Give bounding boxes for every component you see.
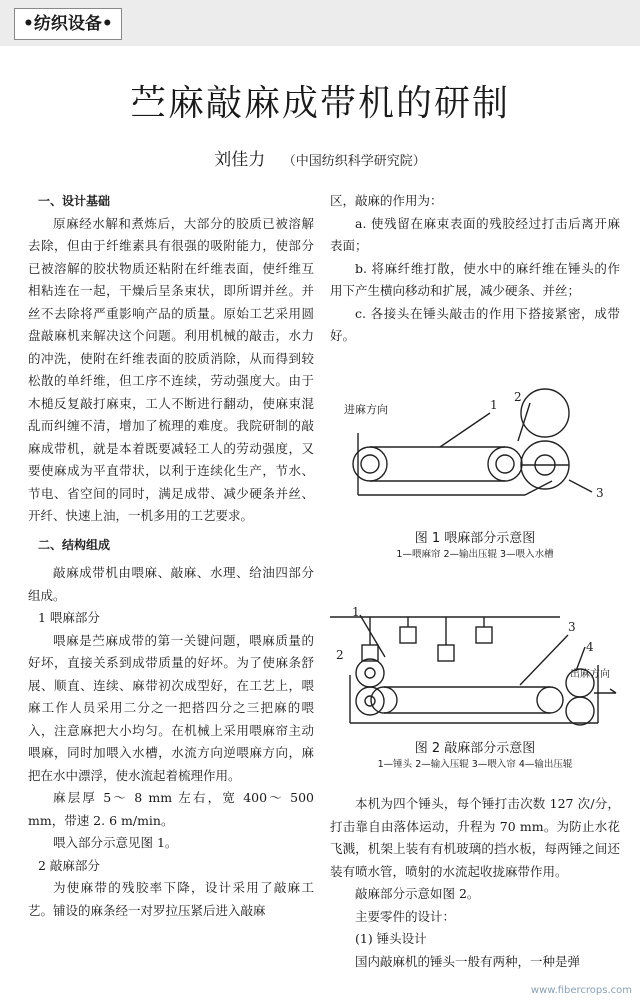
article-title: 苎麻敲麻成带机的研制 — [129, 83, 510, 124]
fig2-label-1: 1 — [352, 605, 360, 619]
fig2-label-2: 2 — [336, 648, 344, 662]
paragraph: 国内敲麻机的锤头一般有两种，一种是弹 — [355, 953, 581, 969]
paragraph: 喂入部分示意见图 1。 — [53, 835, 178, 850]
fig1-label-1: 1 — [490, 398, 498, 412]
subheading-feeding: 1 喂麻部分 — [38, 610, 100, 625]
output-direction-label: 出麻方向 — [570, 669, 610, 680]
fig1-label-2: 2 — [514, 390, 522, 404]
figure-2-diagram — [330, 605, 620, 735]
list-item-c: c. 各接头在锤头敲击的作用下搭接紧密，成带好。 — [330, 305, 620, 343]
figure-2 — [330, 605, 620, 770]
author-line — [0, 145, 640, 170]
figure-2-legend: 1—锤头 2—输入压辊 3—喂入帘 4—输出压辊 — [377, 759, 573, 770]
figure-1-legend: 1—喂麻帘 2—输出压辊 3—喂入水槽 — [396, 549, 554, 560]
left-column — [28, 190, 314, 922]
heading-structure: 二、结构组成 — [38, 537, 111, 552]
fig2-label-3: 3 — [568, 620, 576, 634]
paragraph: (1) 锤头设计 — [355, 931, 427, 946]
paragraph: 为使麻带的残胶率下降，设计采用了敲麻工艺。铺设的麻条经一对罗拉压紧后进入敲麻 — [28, 880, 314, 918]
fig1-label-3: 3 — [596, 486, 604, 500]
paragraph: 敲麻成带机由喂麻、敲麻、水理、给油四部分组成。 — [28, 565, 314, 603]
heading-design-basis: 一、设计基础 — [38, 194, 111, 208]
paragraph: 本机为四个锤头，每个锤打击次数 127 次/分，打击靠自由落体运动，升程为 70 mm。为防止水花飞溅，机架上装有有机玻璃的挡水板，每两锤之间还装有喷水管，喷射的水流起收拢麻带作用。 — [330, 796, 620, 879]
figure-1-diagram — [330, 385, 620, 525]
subheading-beating: 2 敲麻部分 — [38, 857, 100, 873]
list-item-b: b. 将麻纤维打散，使水中的麻纤维在锤头的作用下产生横向移动和扩展，减少硬条、并丝； — [330, 260, 620, 298]
paragraph: 原麻经水解和煮炼后，大部分的胶质已被溶解去除，但由于纤维素具有很强的吸附能力，使部分已被溶解的胶状物质还粘附在纤维表面，使纤维互相粘连在一起，干燥后呈条束状，即所谓并丝。并丝不去除将严重影响产品的质量。原始工艺采用圆盘敲麻机来解决这个问题。利用机械的敲击，水力的冲洗，使附在纤维表面的胶质消除，从而得到较松散的单纤维，但工序不连续，劳动强度大。由于木槌反复敲打麻束，工人不断进行翻动，使麻束混乱而纠缠不清，增加了梳理的难度。我院研制的敲麻成带机，就是本着既要减轻工人的劳动强度，又要使麻成为平直带状，以利于连续化生产，节水、节电、省空间的同时，满足成带、减少硬条并丝、开纤、快速上油，一机多用的工艺要求。 — [28, 215, 314, 523]
paragraph: 敲麻部分示意如图 2。 — [355, 886, 480, 901]
feed-direction-label: 进麻方向 — [344, 403, 388, 416]
list-item-a: a. 使残留在麻束表面的残胶经过打击后离开麻表面； — [330, 215, 620, 253]
section-tag: •纺织设备• — [14, 8, 122, 40]
paragraph: 主要零件的设计： — [355, 908, 456, 924]
figure-1 — [330, 385, 620, 560]
watermark: www.fibercrops.com — [530, 985, 632, 996]
paragraph: 喂麻是苎麻成带的第一关键问题，喂麻质量的好坏，直接关系到成带质量的好坏。为了使麻条舒展、顺直、连续、麻带初次成型好，在工艺上，喂麻工作人员采用二分之一把搭四分之三把麻的喂入，注意麻把大小均匀。在机械上采用喂麻帘主动喂麻，同时加喂入水槽，水流方向逆喂麻方向，麻把在水中漂浮，使水流起着梳理作用。 — [28, 632, 314, 783]
right-column-top — [330, 190, 620, 348]
paragraph: 区，敲麻的作用为： — [330, 193, 443, 208]
author-name: 刘佳力 — [214, 150, 266, 170]
right-column-bottom — [330, 793, 620, 973]
paragraph: 麻层厚 5～ 8 mm 左右，宽 400～ 500 mm，带速 2. 6 m/min。 — [28, 790, 314, 828]
author-institution: （中国纺织科学研究院） — [282, 154, 426, 169]
header-bar — [0, 0, 640, 46]
fig2-label-4: 4 — [586, 640, 594, 654]
figure-1-caption: 图 1 喂麻部分示意图 — [414, 531, 536, 546]
figure-2-caption: 图 2 敲麻部分示意图 — [414, 741, 536, 756]
